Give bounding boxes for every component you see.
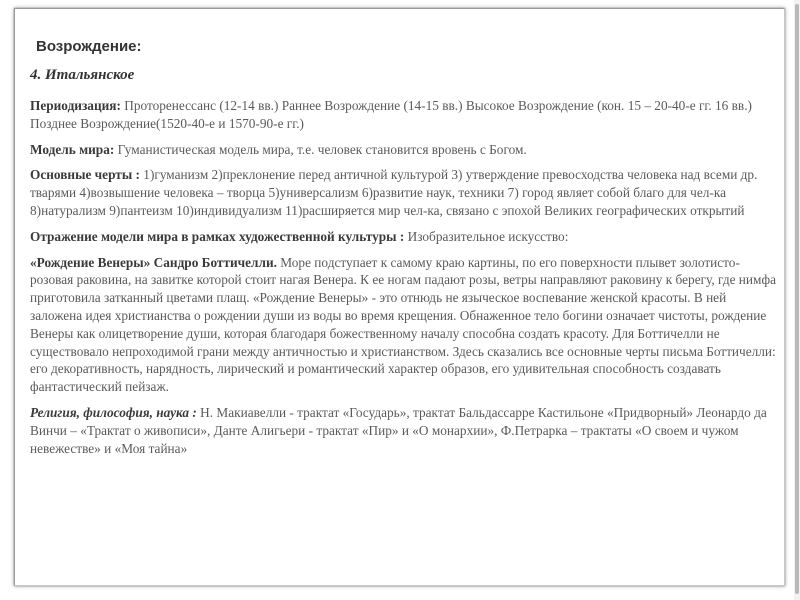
paragraph-main-features: [30, 166, 780, 219]
vertical-scrollbar[interactable]: [794, 0, 800, 600]
slide-title: Возрождение:: [36, 38, 142, 55]
paragraph-religion: [30, 404, 780, 457]
scrollbar-thumb[interactable]: [795, 4, 799, 594]
slide-content: [30, 37, 780, 465]
periodization-text: Проторенессанс (12-14 вв.) Раннее Возрождение (14-15 вв.) Высокое Возрождение (кон. 15 – 20-40-е гг. 16 вв.) Позднее Возрождение(1520-40-е и 1570-90-е гг.): [30, 98, 752, 131]
birth-of-venus-label: «Рождение Венеры» Сандро Боттичелли.: [30, 254, 277, 270]
paragraph-world-model: [30, 141, 780, 159]
world-model-text: Гуманистическая модель мира, т.е. человек становится вровень с Богом.: [114, 141, 527, 157]
paragraph-periodization: [30, 97, 780, 133]
paragraph-birth-of-venus: [30, 254, 780, 396]
religion-label: Религия, философия, наука :: [30, 404, 197, 420]
main-features-label: Основные черты :: [30, 167, 140, 183]
birth-of-venus-text: Море подступает к самому краю картины, по его поверхности плывет золотисто-розовая раковина, на завитке которой стоит нагая Венера. К ее ногам падают розы, ветры направляют раковину к берегу, где нимфа приготовила затканный цветами плащ. «Рождение Венеры» - это отнюдь не языческое воспевание женской красоты. В ней заложена идея христианства о рождении души из воды во время крещения. Обнаженное тело богини означает чистоты, рождение Венеры как олицетворение души, которая благодаря божественному началу способна создать красоту. Для Боттичелли не существовало непроходимой грани между античностью и христианством. Здесь сказались все основные черты письма Боттичелли: его декоративность, нарядность, лирический и романтический характер образов, его удивительная способность создавать фантастический пейзаж.: [30, 254, 776, 395]
reflection-label: Отражение модели мира в рамках художественной культуры :: [30, 228, 405, 244]
slide-subtitle: 4. Итальянское: [30, 67, 135, 83]
world-model-label: Модель мира:: [30, 141, 115, 157]
reflection-text: Изобразительное искусство:: [404, 228, 569, 244]
periodization-label: Периодизация:: [30, 98, 121, 113]
slide-frame: [14, 8, 785, 586]
paragraph-reflection: [30, 228, 780, 246]
religion-text: Н. Макиавелли - трактат «Государь», трактат Бальдассарре Кастильоне «Придворный» Леонардо да Винчи – «Трактат о живописи», Данте Алигьери - трактат «Пир» и «О монархии», Ф.Петрарка – трактаты «О своем и чужом невежестве» и «Моя тайна»: [30, 404, 767, 456]
main-features-text: 1)гуманизм 2)преклонение перед античной культурой 3) утверждение превосходства человека над всеми др. тварями 4)возвышение человека – творца 5)универсализм 6)развитие наук, техники 7) город являет собой благо для чел-ка 8)натурализм 9)пантеизм 10)индивидуализм 11)расширяется мир чел-ка, связано с эпохой Великих географических открытий: [30, 167, 758, 218]
